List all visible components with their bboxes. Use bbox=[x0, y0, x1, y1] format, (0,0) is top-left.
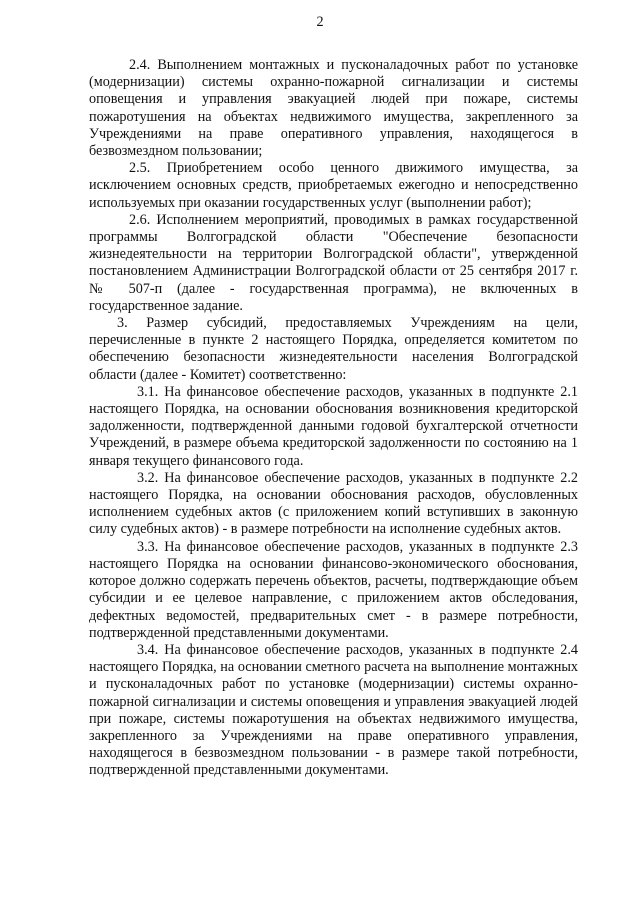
paragraph-3: 3. Размер субсидий, предоставляемых Учреждениям на цели, перечисленные в пункте 2 настоящего Порядка, определяется комитетом по обеспечению безопасности жизнедеятельности населения Волгоградской области (далее - Комитет) соответственно: bbox=[89, 315, 578, 383]
paragraph-3-1: 3.1. На финансовое обеспечение расходов, указанных в подпункте 2.1 настоящего Порядка, на основании обоснования возникновения кредиторской задолженности, подтвержденной данными годовой бухгалтерской отчетности Учреждений, в размере объема кредиторской задолженности по состоянию на 1 января текущего финансового года. bbox=[89, 383, 578, 469]
paragraph-3-2: 3.2. На финансовое обеспечение расходов, указанных в подпункте 2.2 настоящего Порядка, на основании обоснования расходов, обусловленных исполнением судебных актов (с приложением копий вступивших в законную силу судебных актов) - в размере потребности на исполнение судебных актов. bbox=[89, 469, 578, 538]
paragraph-3-3: 3.3. На финансовое обеспечение расходов, указанных в подпункте 2.3 настоящего Порядка на основании финансово-экономического обоснования, которое должно содержать перечень объектов, расчеты, подтверждающие объем субсидии и ее целевое направление, с приложением актов обследования, дефектных ведомостей, предварительных смет - в размере потребности, подтвержденной представленными документами. bbox=[89, 538, 578, 641]
paragraph-2-6: 2.6. Исполнением мероприятий, проводимых в рамках государственной программы Волгоградской области "Обеспечение безопасности жизнедеятельности на территории Волгоградской области", утвержденной постановлением Администрации Волгоградской области от 25 сентября 2017 г. № 507-п (далее - государственная программа), не включенных в государственное задание. bbox=[89, 211, 578, 314]
document-body bbox=[89, 57, 578, 780]
paragraph-2-4: 2.4. Выполнением монтажных и пусконаладочных работ по установке (модернизации) системы охранно-пожарной сигнализации и системы оповещения и управления эвакуацией людей при пожаре, системы пожаротушения на объектах недвижимого имущества, закрепленного за Учреждениями на праве оперативного управления, находящегося в безвозмездном пользовании; bbox=[89, 57, 578, 160]
paragraph-2-5: 2.5. Приобретением особо ценного движимого имущества, за исключением основных средств, приобретаемых ежегодно и непосредственно используемых при оказании государственных услуг (выполнении работ); bbox=[89, 160, 578, 211]
paragraph-3-4: 3.4. На финансовое обеспечение расходов, указанных в подпункте 2.4 настоящего Порядка, на основании сметного расчета на выполнение монтажных и пусконаладочных работ по установке (модернизации) системы охранно-пожарной сигнализации и системы оповещения и управления эвакуацией людей при пожаре, системы пожаротушения на объектах недвижимого имущества, закрепленного за Учреждениями на праве оперативного управления, находящегося в безвозмездном пользовании - в размере такой потребности, подтвержденной представленными документами. bbox=[89, 641, 578, 779]
page-number: 2 bbox=[316, 14, 324, 30]
